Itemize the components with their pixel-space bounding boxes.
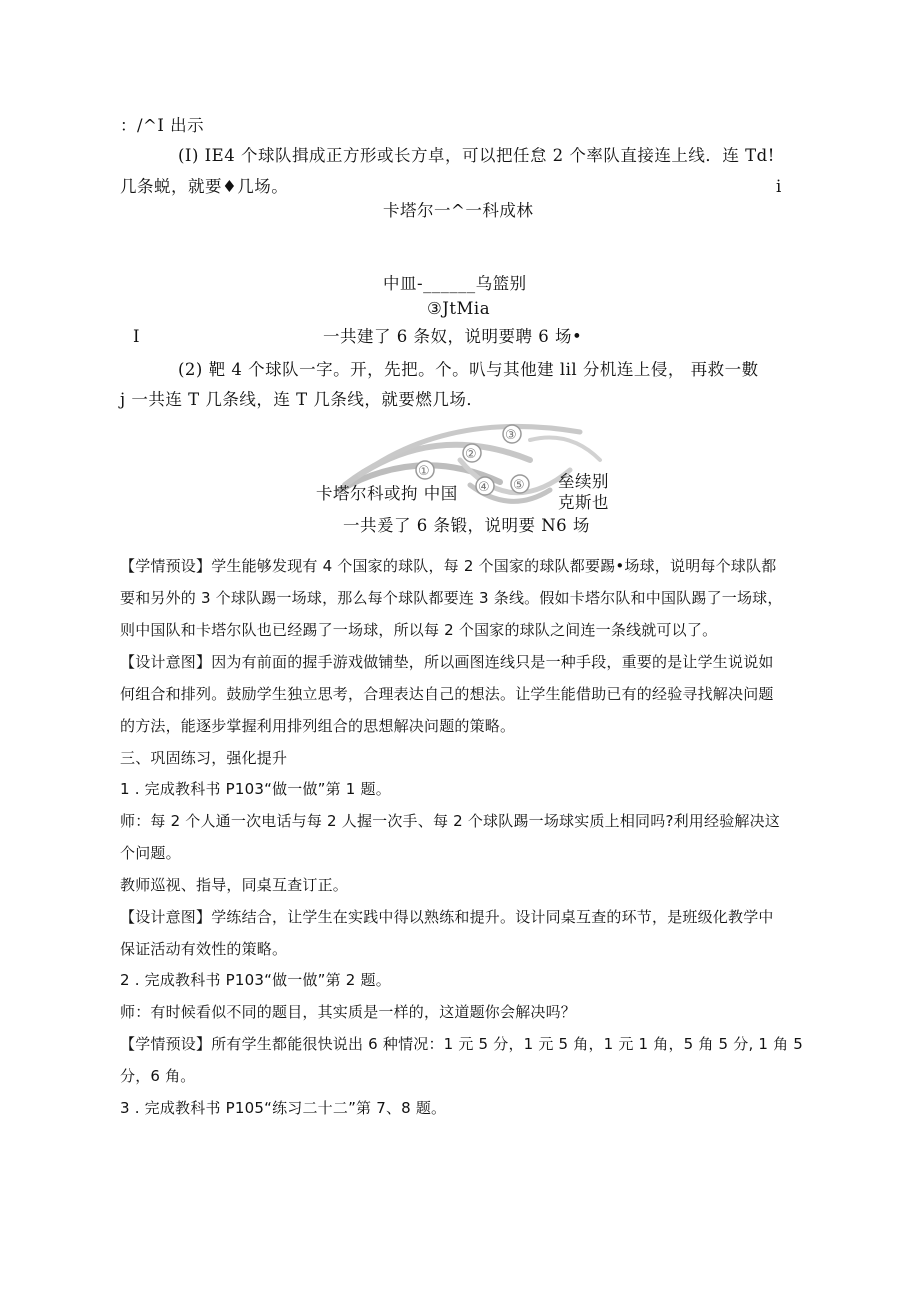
scan-stray-char: i <box>776 177 782 196</box>
arc-6 <box>530 438 600 461</box>
teacher-patrol: 教师巡视、指导，同桌互查订正。 <box>120 876 349 894</box>
scan-stray-bar: I <box>133 327 141 346</box>
exercise-item-3: 3 . 完成教科书 P105“练习二十二”第 7、8 题。 <box>120 1099 447 1117</box>
preset1-line2: 要和另外的 3 个球队踢一场球，那么每个球队都要连 3 条线。假如卡塔尔队和中国队踢了一场球， <box>120 589 783 607</box>
circle-label: ① <box>418 464 430 479</box>
figure1-bottom-label: 中皿-______乌篮别 <box>383 274 527 293</box>
circle-label: ② <box>465 447 477 462</box>
design2-line1: 【设计意图】学练结合，让学生在实践中得以熟练和提升。设计同桌互查的环节，是班级化教学中 <box>120 908 774 926</box>
figure1-caption: 一共建了 6 条奴，说明要聘 6 场• <box>323 327 583 346</box>
design1-line2: 何组合和排列。鼓励学生独立思考，合理表达自己的想法。让学生能借助已有的经验寻找解决问题 <box>120 685 774 703</box>
design2-line2: 保证活动有效性的策略。 <box>120 940 288 958</box>
preset1-line1: 【学情预设】学生能够发现有 4 个国家的球队，每 2 个国家的球队都要踢•场球，说明每个球队都 <box>120 557 777 575</box>
scan-heading: ：/^I 出示 <box>120 116 205 135</box>
teacher-question-2: 师：有时候看似不同的题目，其实质是一样的，这道题你会解决吗？ <box>120 1003 577 1021</box>
figure1-sub-label: ③JtMia <box>427 299 491 318</box>
exercise-item-1: 1 . 完成教科书 P103“做一做”第 1 题。 <box>120 780 391 798</box>
scan-paragraph2-line1: (2) 靶 4 个球队一字。开，先把。个。叭与其他建 lil 分机连上侵， 再救一數 <box>178 360 759 379</box>
exercise-item-2: 2 . 完成教科书 P103“做一做”第 2 题。 <box>120 971 391 989</box>
scan-paragraph1-line1: (I) IE4 个球队揖成正方形或长方卓，可以把任怠 2 个率队直接连上线．连 Td! <box>178 146 775 165</box>
figure2-right-label-2: 克斯也 <box>558 493 609 512</box>
circle-label: ③ <box>505 428 517 443</box>
figure1-top-label: 卡塔尔一^一科成林 <box>383 201 534 220</box>
preset2-line2: 分，6 角。 <box>120 1067 196 1085</box>
preset2-line1: 【学情预设】所有学生都能很快说出 6 种情况：1 元 5 分，1 元 5 角，1 元 1 角，5 角 5 分, 1 角 5 <box>120 1035 804 1053</box>
figure2-right-label-1: 垒续别 <box>558 472 609 491</box>
circle-label: ⑤ <box>513 478 525 493</box>
preset1-line3: 则中国队和卡塔尔队也已经踢了一场球，所以每 2 个国家的球队之间连一条线就可以了。 <box>120 621 718 639</box>
figure2-caption: 一共爰了 6 条锻，说明要 N6 场 <box>343 516 590 535</box>
scan-paragraph2-line2: j 一共连 T 几条线，连 T 几条线，就要燃几场． <box>120 390 484 409</box>
design1-line3: 的方法，能逐步掌握利用排列组合的思想解决问题的策略。 <box>120 717 516 735</box>
design1-line1: 【设计意图】因为有前面的握手游戏做铺垫，所以画图连线只是一种手段，重要的是让学生说说如 <box>120 653 774 671</box>
teacher-question-line1: 师：每 2 个人通一次电话与每 2 人握一次手、每 2 个球队踢一场球实质上相同吗?利用经验解决这 <box>120 812 781 830</box>
figure2-left-label: 卡塔尔科或拘 中国 <box>316 484 458 503</box>
section3-heading: 三、巩固练习，强化提升 <box>120 749 288 767</box>
teacher-question-line2: 个问题。 <box>120 844 181 862</box>
circle-label: ④ <box>478 480 490 495</box>
scan-paragraph1-line2: 几条蜕，就要♦几场。 <box>120 177 289 196</box>
